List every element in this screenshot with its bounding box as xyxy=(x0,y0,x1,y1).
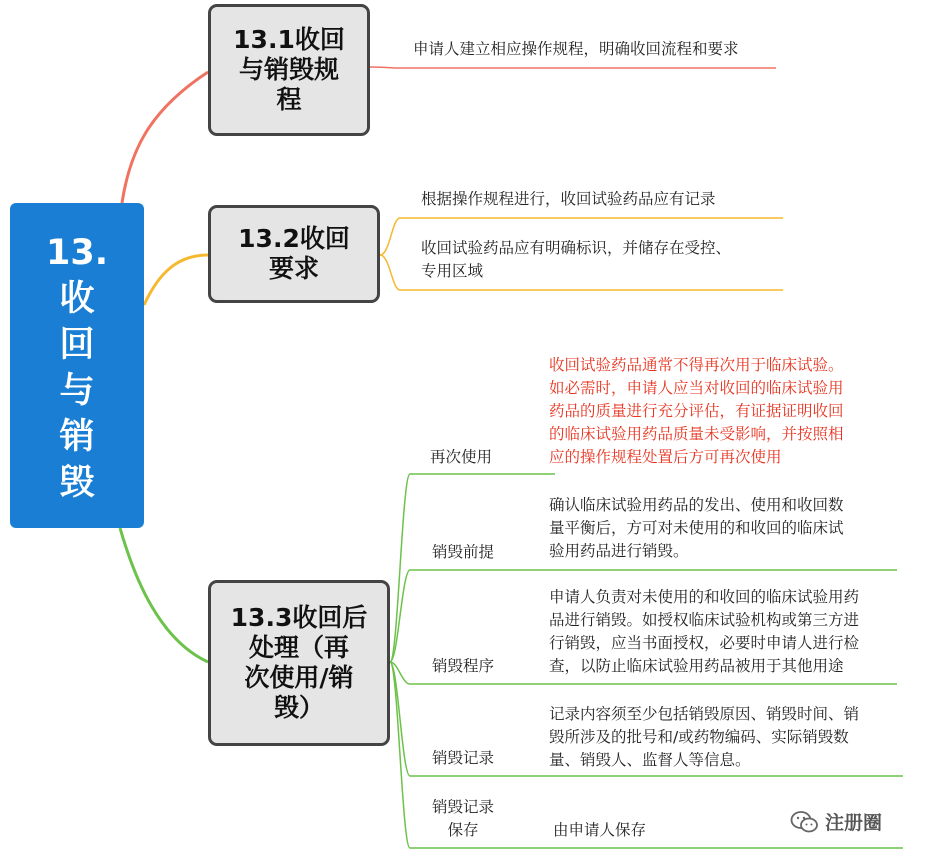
storage-text: 由申请人保存 xyxy=(553,821,647,839)
topic-line: 程 xyxy=(276,85,302,114)
topic-line: 处理（再 xyxy=(248,633,349,662)
reuse-line: 的临床试验用药品质量未受影响，并按照相 xyxy=(549,425,844,443)
topic-13-3 xyxy=(208,580,390,746)
topic-13-2 xyxy=(208,205,380,303)
t2-item-line: 收回试验药品应有明确标识，并储存在受控、 xyxy=(421,239,732,257)
reuse-line: 药品的质量进行充分评估，有证据证明收回 xyxy=(549,402,844,420)
root-line: 13. xyxy=(45,232,108,273)
topic-line: 与销毁规 xyxy=(238,55,339,84)
connector-t3 xyxy=(120,528,208,662)
premise-text xyxy=(549,494,844,563)
t3-branch-reuse xyxy=(390,474,555,662)
root-line: 毁 xyxy=(59,462,95,503)
premise-line: 验用药品进行销毁。 xyxy=(549,542,689,560)
t2-item xyxy=(421,237,731,283)
reuse-text xyxy=(549,354,844,469)
watermark xyxy=(790,808,882,835)
t2-item: 根据操作规程进行，收回试验药品应有记录 xyxy=(421,190,716,208)
t1-item: 申请人建立相应操作规程，明确收回流程和要求 xyxy=(413,40,739,58)
record-label: 销毁记录 xyxy=(432,749,495,767)
topic-line: 要求 xyxy=(268,254,319,283)
procedure-text xyxy=(549,586,859,678)
watermark-text: 注册圈 xyxy=(825,812,883,834)
procedure-line: 申请人负责对未使用的和收回的临床试验用药 xyxy=(549,588,860,606)
premise-line: 量平衡后，方可对未使用的和收回的临床试 xyxy=(549,519,844,537)
reuse-line: 如必需时，申请人应当对收回的临床试验用 xyxy=(549,379,844,397)
topic-13-1 xyxy=(208,4,370,136)
procedure-line: 行销毁，应当书面授权，必要时申请人进行检 xyxy=(549,634,860,652)
storage-label-line: 保存 xyxy=(447,821,479,839)
record-line: 量、销毁人、监督人等信息。 xyxy=(549,751,751,769)
storage-label-line: 销毁记录 xyxy=(432,798,495,816)
storage-label xyxy=(432,796,494,842)
root-line: 回 xyxy=(59,324,95,365)
procedure-line: 品进行销毁。如授权临床试验机构或第三方进 xyxy=(549,611,860,629)
root-node xyxy=(10,203,144,528)
topic-line: 13.1收回 xyxy=(233,25,345,54)
record-text xyxy=(549,703,859,772)
premise-line: 确认临床试验用药品的发出、使用和收回数 xyxy=(549,496,844,514)
topic-line: 次使用/销 xyxy=(244,663,354,692)
connector-t2 xyxy=(144,255,208,305)
root-line: 与 xyxy=(59,370,95,411)
record-line: 毁所涉及的批号和/或药物编码、实际销毁数 xyxy=(549,728,849,746)
topic-line: 13.2收回 xyxy=(238,224,350,253)
t2-item-line: 专用区域 xyxy=(421,262,484,280)
t1-branch xyxy=(370,67,776,68)
reuse-line: 应的操作规程处置后方可再次使用 xyxy=(549,448,782,466)
reuse-line: 收回试验药品通常不得再次用于临床试验。 xyxy=(549,356,844,374)
premise-label: 销毁前提 xyxy=(432,543,495,561)
root-line: 收 xyxy=(59,278,95,319)
procedure-line: 查，以防止临床试验用药品被用于其他用途 xyxy=(549,657,844,675)
reuse-label: 再次使用 xyxy=(430,448,493,466)
root-line: 销 xyxy=(59,416,95,457)
topic-line: 毁） xyxy=(273,693,324,722)
wechat-icon xyxy=(790,809,820,835)
connector-t1 xyxy=(122,72,208,203)
record-line: 记录内容须至少包括销毁原因、销毁时间、销 xyxy=(549,705,860,723)
topic-line: 13.3收回后 xyxy=(230,603,368,632)
procedure-label: 销毁程序 xyxy=(432,657,495,675)
